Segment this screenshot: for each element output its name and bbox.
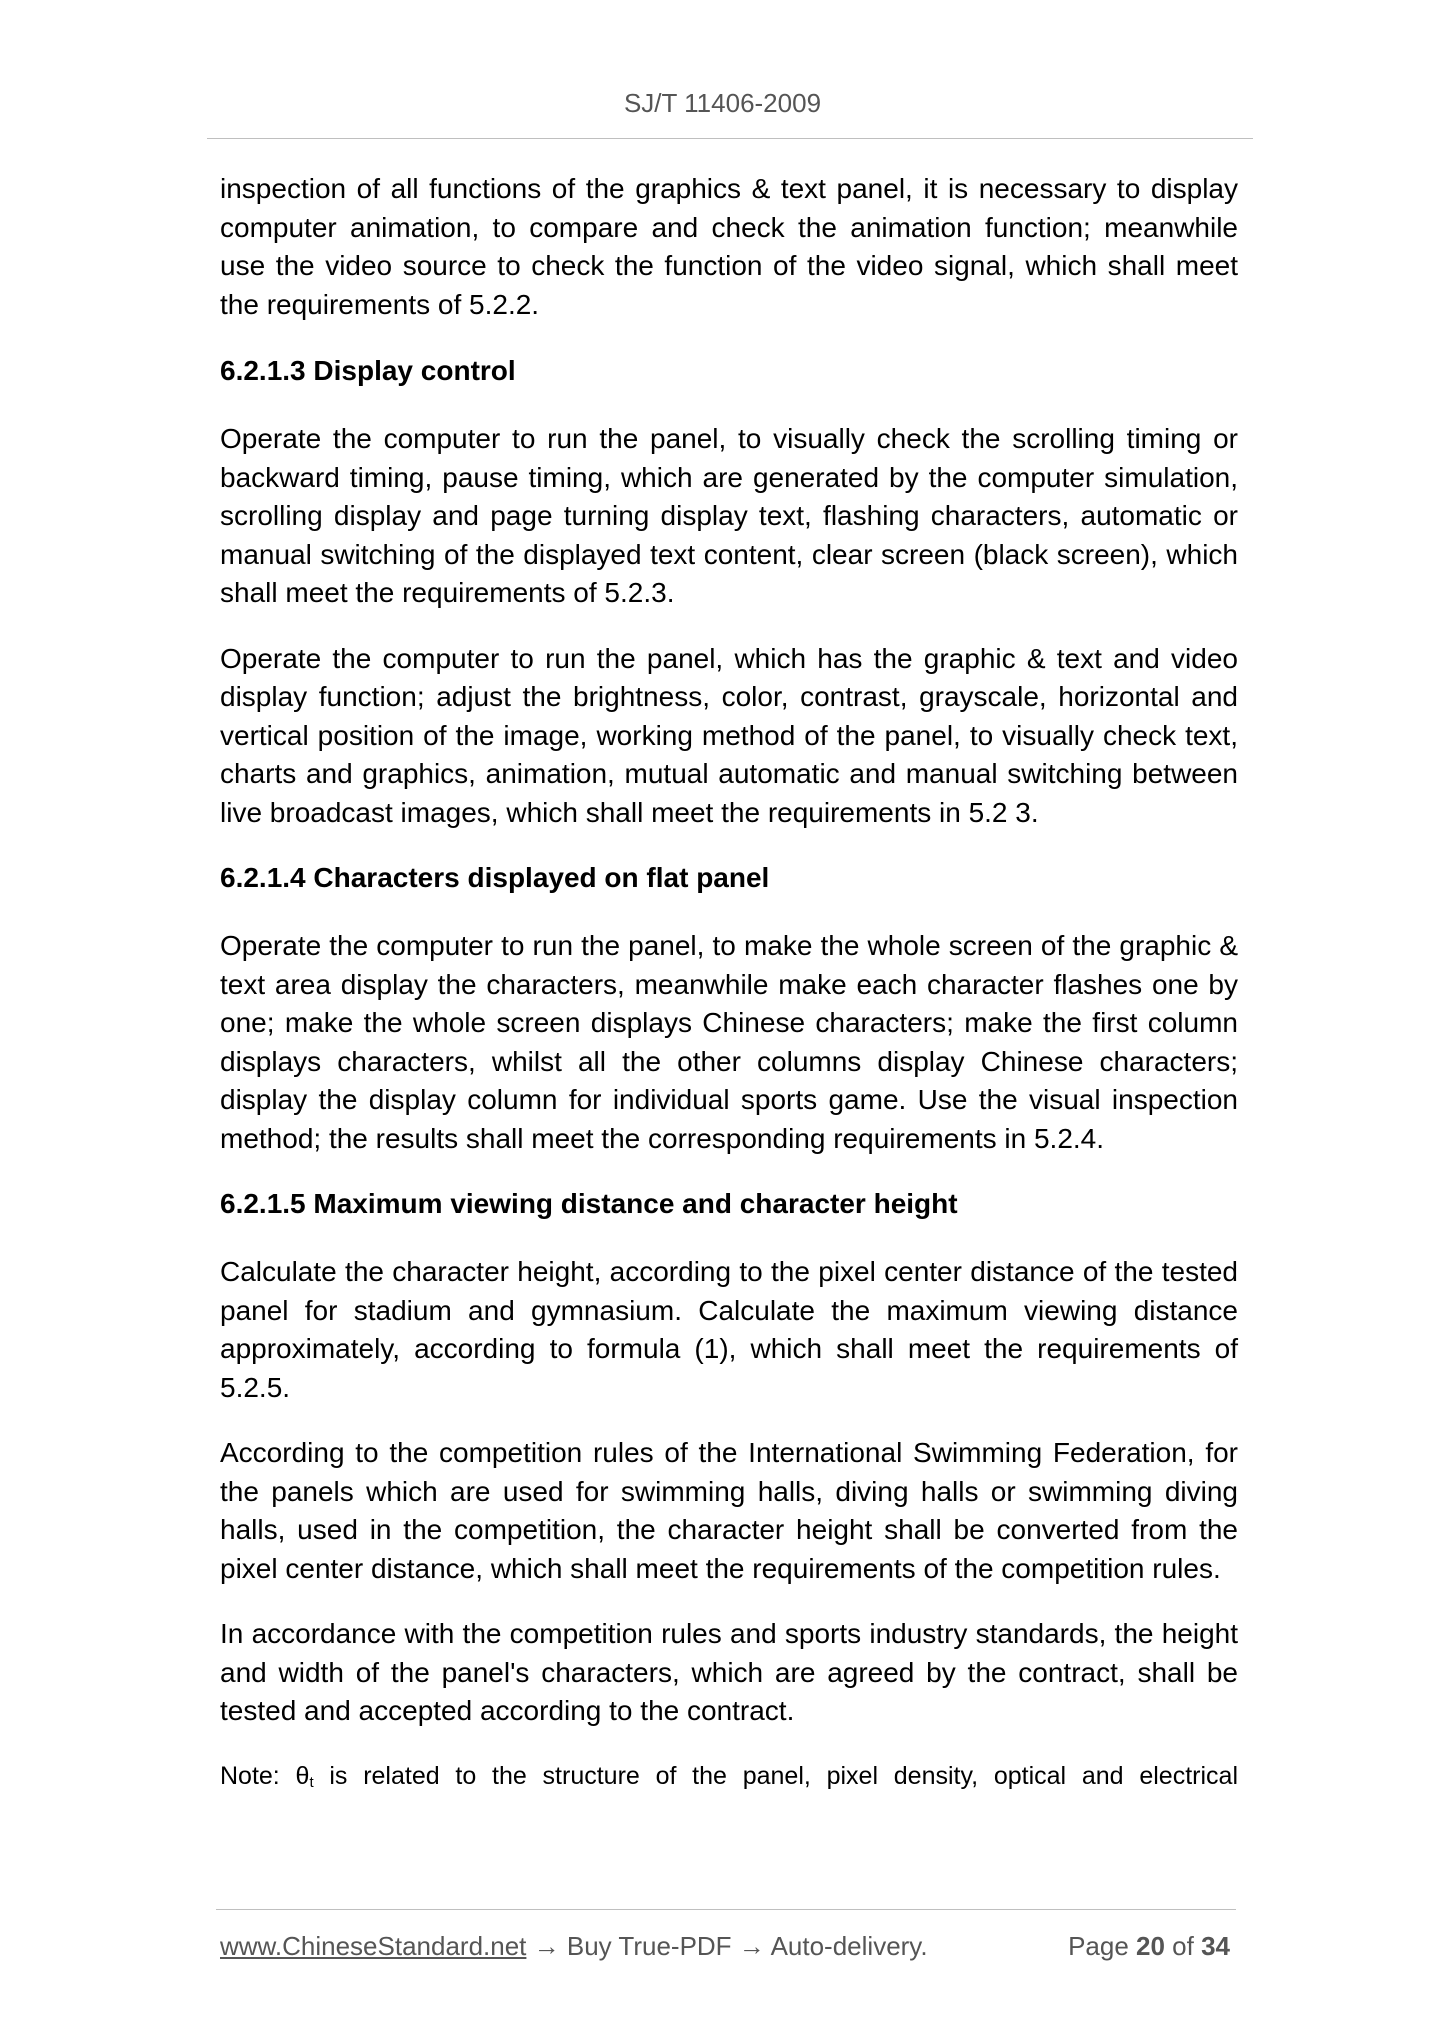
section-heading-6-2-1-3: 6.2.1.3 Display control xyxy=(220,355,516,386)
note-prefix: Note: θ xyxy=(220,1761,310,1790)
document-body xyxy=(220,170,1238,1794)
page-total: 34 xyxy=(1201,1931,1230,1961)
page-current: 20 xyxy=(1136,1931,1165,1961)
paragraph-viewing-distance-2: According to the competition rules of the International Swimming Federation, for the panels which are used for swimming halls, diving halls or swimming diving halls, used in the competition, the character height shall be converted from the pixel center distance, which shall meet the requirements of the competition rules. xyxy=(220,1437,1238,1584)
section-heading-6-2-1-5: 6.2.1.5 Maximum viewing distance and character height xyxy=(220,1188,958,1219)
paragraph-display-control-1: Operate the computer to run the panel, to visually check the scrolling timing or backward timing, pause timing, which are generated by the computer simulation, scrolling display and page turning display text, flashing characters, automatic or manual switching of the displayed text content, clear screen (black screen), which shall meet the requirements of 5.2.3. xyxy=(220,423,1238,608)
paragraph-viewing-distance-1: Calculate the character height, according to the pixel center distance of the tested panel for stadium and gymnasium. Calculate the maximum viewing distance approximately, according to formula (1), which shall meet the requirements of 5.2.5. xyxy=(220,1256,1238,1403)
page-of-label: of xyxy=(1164,1931,1202,1961)
page-number xyxy=(1068,1928,1230,1964)
website-link[interactable]: www.ChineseStandard.net xyxy=(220,1931,527,1961)
paragraph-characters-displayed: Operate the computer to run the panel, to make the whole screen of the graphic & text area display the characters, meanwhile make each character flashes one by one; make the whole screen displays Chinese characters; make the first column displays characters, whilst all the other columns display Chinese characters; display the display column for individual sports game. Use the visual inspection method; the results shall meet the corresponding requirements in 5.2.4. xyxy=(220,930,1238,1154)
page-header: SJ/T 11406-2009 xyxy=(623,88,822,118)
paragraph-display-control-2: Operate the computer to run the panel, which has the graphic & text and video display function; adjust the brightness, color, contrast, grayscale, horizontal and vertical position of the image, working method of the panel, to visually check text, charts and graphics, animation, mutual automatic and manual switching between live broadcast images, which shall meet the requirements in 5.2 3. xyxy=(220,642,1238,828)
page-label: Page xyxy=(1068,1931,1137,1961)
note-rest: is related to the structure of the panel, pixel density, optical and electrical xyxy=(313,1761,1238,1790)
paragraph-viewing-distance-3: In accordance with the competition rules and sports industry standards, the height and width of the panel's characters, which are agreed by the contract, shall be tested and accepted according to the contract. xyxy=(220,1618,1238,1726)
page-footer xyxy=(220,1928,1230,1964)
paragraph-intro: inspection of all functions of the graphics & text panel, it is necessary to display computer animation, to compare and check the animation function; meanwhile use the video source to check the function of the video signal, which shall meet the requirements of 5.2.2. xyxy=(220,173,1238,320)
note-line xyxy=(220,1758,1238,1794)
footer-divider xyxy=(216,1909,1236,1910)
section-heading-6-2-1-4: 6.2.1.4 Characters displayed on flat panel xyxy=(220,862,770,893)
note-subscript: t xyxy=(309,1773,314,1791)
footer-promo: → Buy True-PDF → Auto-delivery. xyxy=(526,1931,928,1961)
header-divider xyxy=(207,138,1253,139)
